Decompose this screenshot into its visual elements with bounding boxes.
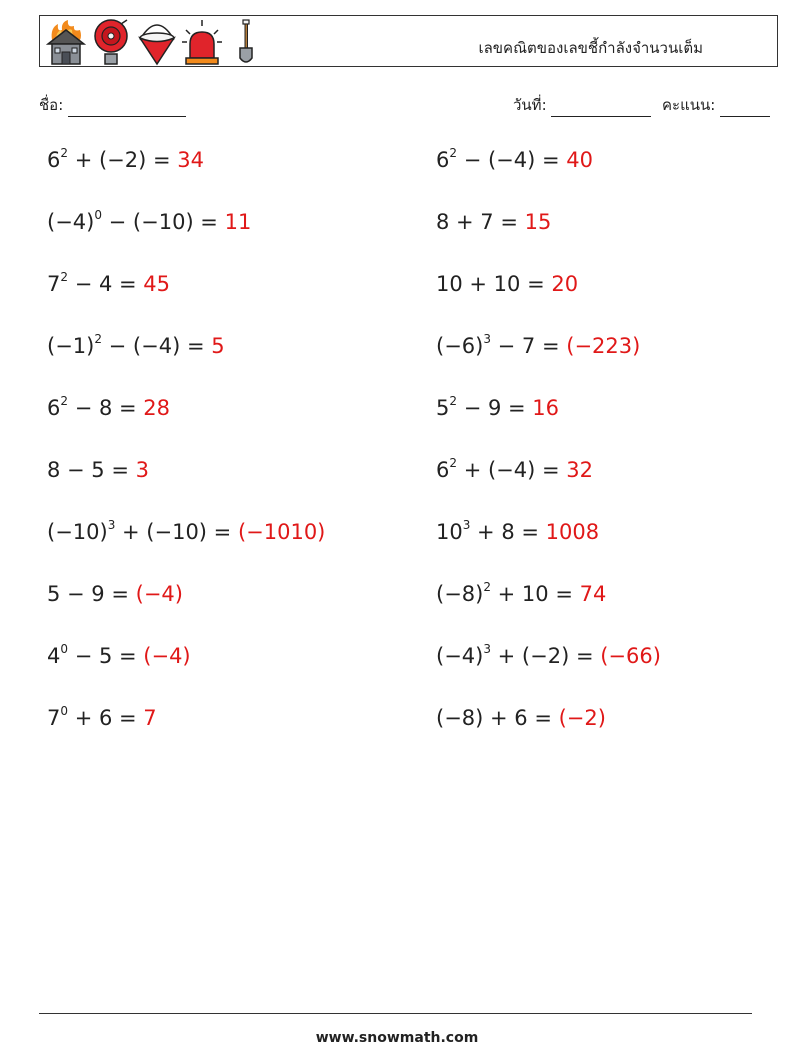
problem-rest: + (−2) =	[490, 644, 601, 668]
problem-answer: (−66)	[600, 644, 661, 668]
problem-answer: (−4)	[135, 582, 183, 606]
date-label: วันที่:	[513, 96, 547, 114]
problem-base: 6	[436, 148, 450, 172]
problem-rest: + 6 =	[68, 706, 144, 730]
problem-19	[47, 706, 157, 730]
problem-answer: 3	[135, 458, 149, 482]
problem-exponent: 3	[483, 642, 491, 656]
problem-7	[47, 334, 225, 358]
problem-rest: − 7 =	[490, 334, 567, 358]
problem-base: 7	[47, 272, 61, 296]
shovel-icon	[234, 18, 258, 66]
problem-13	[47, 520, 325, 544]
problem-rest: + (−2) =	[68, 148, 178, 172]
problem-exponent: 2	[449, 146, 458, 160]
problem-base: 5 − 9 =	[47, 582, 136, 606]
problem-base: (−8)	[436, 582, 484, 606]
problem-12	[436, 458, 593, 482]
problem-base: (−1)	[47, 334, 95, 358]
problem-5	[47, 272, 170, 296]
problem-base: 10 + 10 =	[436, 272, 552, 296]
problem-exponent: 2	[94, 332, 102, 346]
problem-base: 5	[436, 396, 450, 420]
problem-exponent: 2	[60, 146, 69, 160]
score-line	[720, 102, 770, 117]
problem-answer: 45	[143, 272, 171, 296]
problem-8	[436, 334, 640, 358]
problem-exponent: 2	[483, 580, 491, 594]
problem-base: 8 − 5 =	[47, 458, 136, 482]
problem-20	[436, 706, 606, 730]
problem-base: 10	[436, 520, 463, 544]
problem-answer: 5	[211, 334, 225, 358]
problem-answer: (−223)	[566, 334, 641, 358]
problem-14	[436, 520, 599, 544]
problem-15	[47, 582, 183, 606]
problem-base: (−4)	[47, 210, 95, 234]
problem-base: 6	[436, 458, 450, 482]
problem-answer: 20	[551, 272, 579, 296]
problem-answer: (−4)	[143, 644, 191, 668]
problem-answer: 11	[224, 210, 252, 234]
problem-1	[47, 148, 204, 172]
problem-base: (−8) + 6 =	[436, 706, 559, 730]
problem-exponent: 3	[462, 518, 471, 532]
problem-exponent: 0	[60, 704, 69, 718]
footer-url: www.snowmath.com	[315, 1030, 479, 1046]
name-line	[68, 102, 186, 117]
problem-base: 7	[47, 706, 61, 730]
problem-exponent: 0	[94, 208, 102, 222]
problem-rest: + 10 =	[490, 582, 580, 606]
problem-exponent: 2	[60, 394, 69, 408]
problem-answer: 40	[566, 148, 593, 172]
problem-17	[47, 644, 191, 668]
name-field	[39, 93, 186, 117]
problem-base: 6	[47, 396, 61, 420]
problem-exponent: 3	[107, 518, 116, 532]
problem-9	[47, 396, 170, 420]
problem-rest: − 9 =	[457, 396, 533, 420]
problem-base: 8 + 7 =	[436, 210, 525, 234]
problem-answer: 7	[143, 706, 157, 730]
problem-rest: + (−10) =	[115, 520, 238, 544]
problem-answer: 16	[532, 396, 560, 420]
problem-rest: − 4 =	[68, 272, 144, 296]
problem-exponent: 2	[60, 270, 69, 284]
problem-answer: 34	[177, 148, 204, 172]
siren-icon	[182, 18, 222, 66]
problem-18	[436, 644, 661, 668]
problem-rest: − (−4) =	[101, 334, 212, 358]
problem-exponent: 2	[449, 394, 458, 408]
problem-exponent: 2	[449, 456, 458, 470]
fire-alarm-bell-icon	[91, 18, 131, 66]
problem-11	[47, 458, 149, 482]
problem-rest: − 5 =	[68, 644, 144, 668]
problem-base: 6	[47, 148, 61, 172]
problem-answer: 1008	[545, 520, 600, 544]
problem-rest: + (−4) =	[457, 458, 567, 482]
problem-rest: + 8 =	[470, 520, 546, 544]
name-label: ชื่อ:	[39, 96, 64, 114]
fire-bucket-icon	[137, 18, 177, 66]
problem-answer: 74	[579, 582, 607, 606]
problem-base: (−6)	[436, 334, 484, 358]
problem-exponent: 0	[60, 642, 69, 656]
problem-3	[47, 210, 251, 234]
footer-divider	[39, 1013, 752, 1014]
problem-answer: 28	[143, 396, 171, 420]
problem-10	[436, 396, 559, 420]
problem-rest: − (−4) =	[457, 148, 567, 172]
date-line	[551, 102, 651, 117]
problem-16	[436, 582, 606, 606]
problem-answer: 15	[524, 210, 552, 234]
worksheet-title: เลขคณิตของเลขชี้กำลังจำนวนเต็ม	[478, 39, 703, 57]
problem-base: 4	[47, 644, 61, 668]
problem-answer: (−2)	[558, 706, 606, 730]
problem-base: (−4)	[436, 644, 484, 668]
problem-2	[436, 148, 593, 172]
problem-4	[436, 210, 551, 234]
score-label: คะแนน:	[662, 96, 716, 114]
score-field	[662, 93, 770, 117]
date-field	[513, 93, 651, 117]
problem-answer: (−1010)	[237, 520, 326, 544]
burning-house-icon	[46, 18, 86, 66]
worksheet-header	[39, 15, 778, 67]
problem-answer: 32	[566, 458, 593, 482]
problem-rest: − (−10) =	[101, 210, 225, 234]
problem-exponent: 3	[483, 332, 491, 346]
problem-base: (−10)	[47, 520, 108, 544]
problem-6	[436, 272, 578, 296]
problem-rest: − 8 =	[68, 396, 144, 420]
